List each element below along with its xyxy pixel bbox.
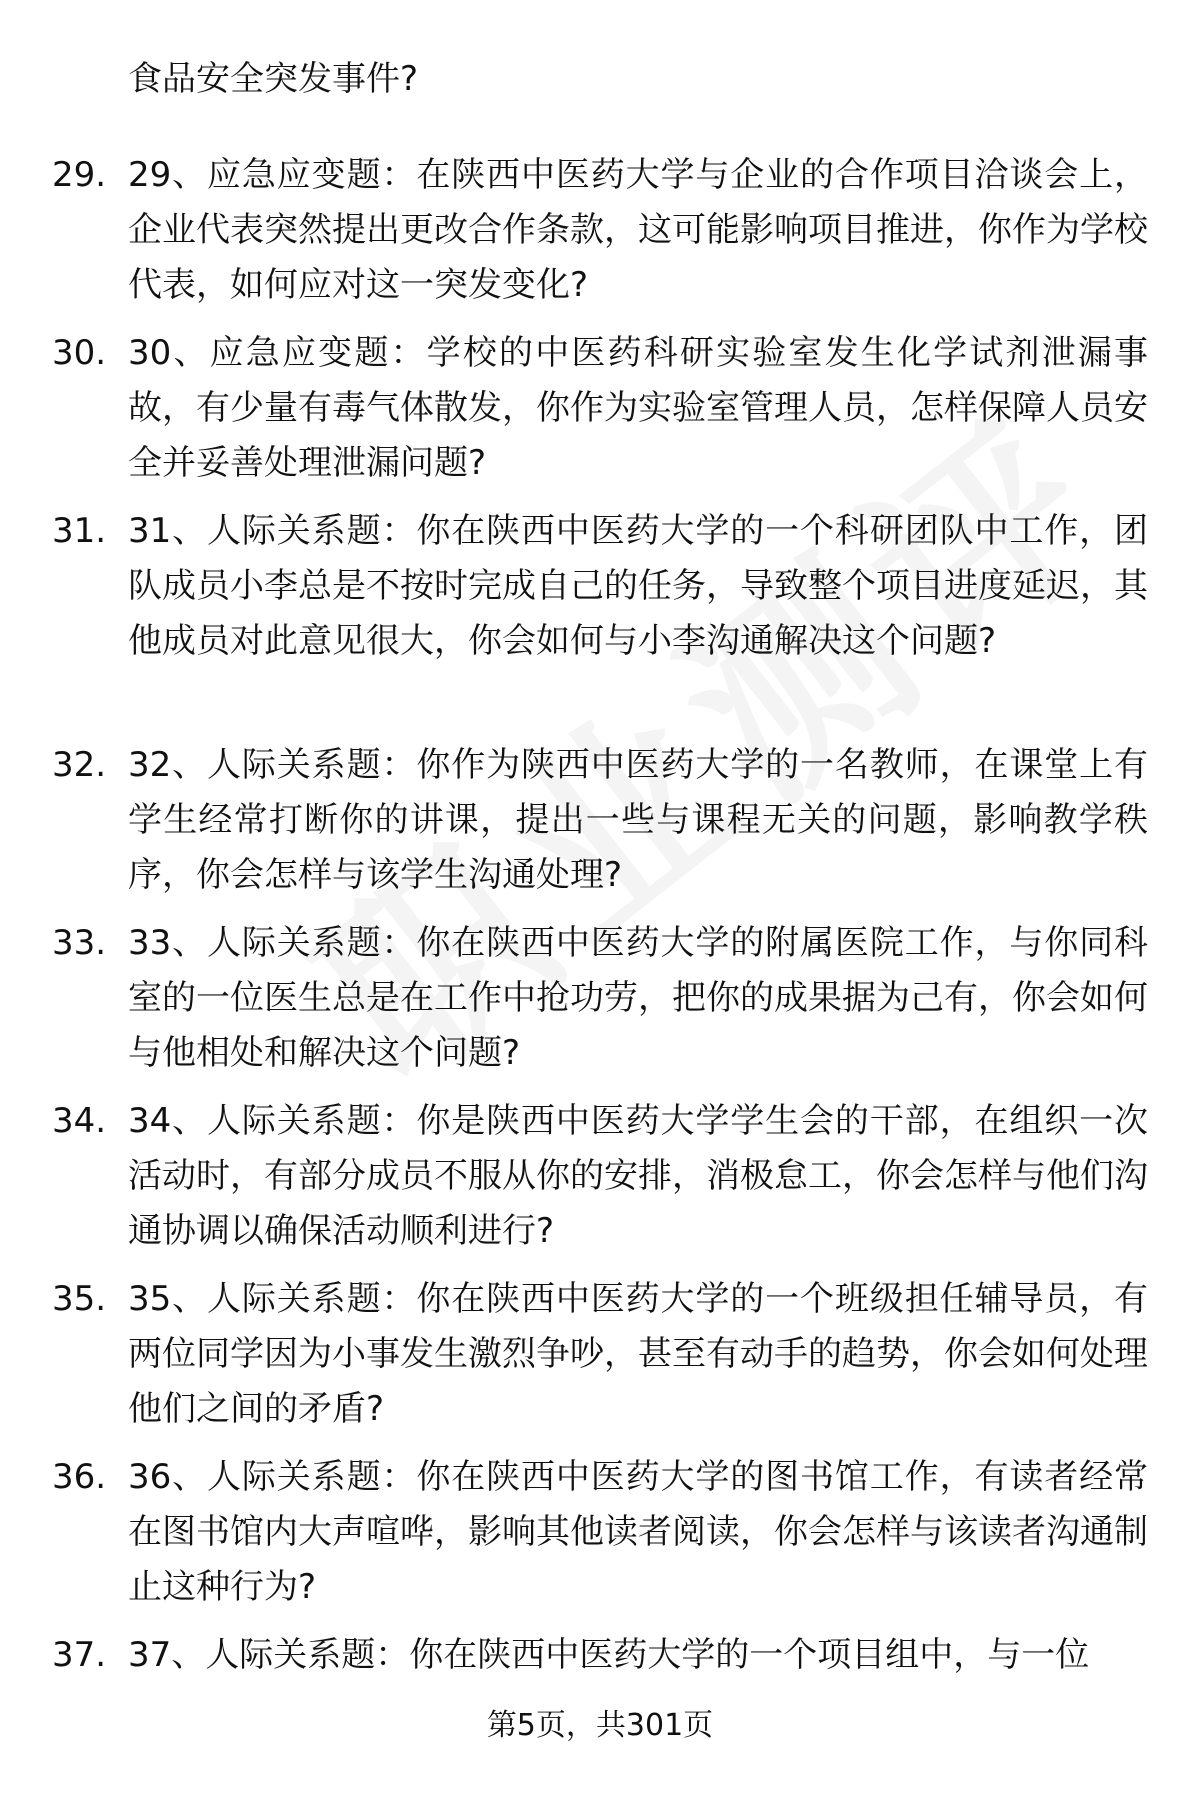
list-item: [0, 916, 1200, 1094]
list-item: [0, 1450, 1200, 1628]
page-footer: 第5页，共301页: [486, 1708, 714, 1743]
item-number: 32.: [52, 745, 107, 785]
question-list: [0, 148, 1200, 1806]
item-text: 36、人际关系题：你在陕西中医药大学的图书馆工作，有读者经常在图书馆内大声喧哗，影响其他读者阅读，你会怎样与该读者沟通制止这种行为?: [128, 1457, 1148, 1607]
item-number: 35.: [52, 1279, 107, 1319]
item-text: 31、人际关系题：你在陕西中医药大学的一个科研团队中工作，团队成员小李总是不按时完成自己的任务，导致整个项目进度延迟，其他成员对此意见很大，你会如何与小李沟通解决这个问题?: [128, 511, 1148, 661]
item-number: 31.: [52, 511, 107, 551]
list-item: [0, 738, 1200, 916]
item-text: 29、应急应变题：在陕西中医药大学与企业的合作项目洽谈会上，企业代表突然提出更改合作条款，这可能影响项目推进，你作为学校代表，如何应对这一突发变化?: [128, 155, 1148, 305]
item-number: 36.: [52, 1457, 107, 1497]
list-item: [0, 148, 1200, 326]
item-number: 34.: [52, 1101, 107, 1141]
item-text: 30、应急应变题：学校的中医药科研实验室发生化学试剂泄漏事故，有少量有毒气体散发，你作为实验室管理人员，怎样保障人员安全并妥善处理泄漏问题?: [128, 333, 1148, 483]
item-number: 37.: [52, 1635, 107, 1675]
item-number: 29.: [52, 155, 107, 195]
list-item: [0, 1272, 1200, 1450]
item-text: 32、人际关系题：你作为陕西中医药大学的一名教师，在课堂上有学生经常打断你的讲课，提出一些与课程无关的问题，影响教学秩序，你会怎样与该学生沟通处理?: [128, 745, 1148, 895]
item-text: 33、人际关系题：你在陕西中医药大学的附属医院工作，与你同科室的一位医生总是在工作中抢功劳，把你的成果据为己有，你会如何与他相处和解决这个问题?: [128, 923, 1148, 1073]
item-number: 30.: [52, 333, 107, 373]
list-item: [0, 326, 1200, 504]
item-number: 33.: [52, 923, 107, 963]
list-item: [0, 504, 1200, 738]
item-text: 35、人际关系题：你在陕西中医药大学的一个班级担任辅导员，有两位同学因为小事发生激烈争吵，甚至有动手的趋势，你会如何处理他们之间的矛盾?: [128, 1279, 1148, 1429]
item-text: 37、人际关系题：你在陕西中医药大学的一个项目组中，与一位: [128, 1635, 1090, 1675]
item-text: 34、人际关系题：你是陕西中医药大学学生会的干部，在组织一次活动时，有部分成员不服从你的安排，消极怠工，你会怎样与他们沟通协调以确保活动顺利进行?: [128, 1101, 1148, 1251]
list-item: [0, 1094, 1200, 1272]
continuation-text: 食品安全突发事件?: [128, 59, 419, 99]
